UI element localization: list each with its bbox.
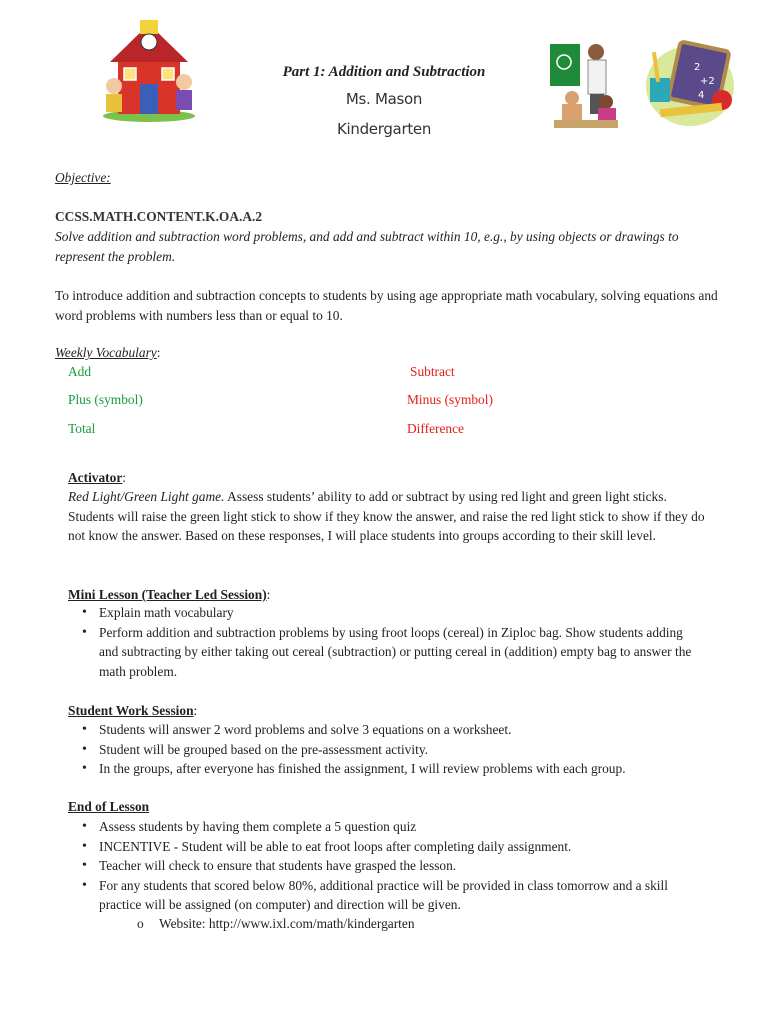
objective-label: Objective:: [55, 170, 111, 185]
end-lesson-heading: End of Lesson: [68, 799, 150, 814]
list-item: • For any students that scored below 80%, additional practice will be provided in class tomorrow and a skill practice will be assigned (on computer) and direction will be given.: [68, 876, 708, 915]
standard-description: Solve addition and subtraction word problems, and add and subtract within 10, e.g., by using objects or drawings to represent the problem.: [55, 229, 679, 264]
activator-label: Activator: [68, 470, 123, 485]
activator-game: Red Light/Green Light game.: [68, 489, 225, 504]
vocabulary-label: Weekly Vocabulary: [55, 345, 157, 360]
teacher-name: Ms. Mason: [345, 90, 423, 108]
vocab-subtract: Subtract: [410, 364, 455, 379]
list-item: • In the groups, after everyone has finished the assignment, I will review problems with each group.: [68, 759, 728, 779]
list-item: • Perform addition and subtraction problems by using froot loops (cereal) in Ziploc bag. Show students adding and subtracting by either taking out cereal (subtraction) or putting cereal in (addition) empty bag to answer the math problem.: [68, 623, 698, 682]
standard-code: CCSS.MATH.CONTENT.K.OA.A.2: [55, 209, 263, 224]
teacher-chalkboard-clipart-icon: [550, 40, 622, 132]
list-item: • INCENTIVE - Student will be able to eat froot loops after completing daily assignment.: [68, 837, 708, 857]
work-session-label: Student Work Session: [68, 703, 194, 718]
activator-colon: :: [122, 470, 127, 485]
work-session-heading: [68, 701, 197, 721]
list-item: • Explain math vocabulary: [68, 603, 698, 623]
mini-lesson-heading: [68, 585, 270, 605]
mini-lesson-list: [68, 603, 698, 681]
website-link[interactable]: o Website: http://www.ixl.com/math/kindergarten: [55, 914, 768, 934]
svg-text:+2: +2: [700, 76, 715, 87]
grade-level: Kindergarten: [336, 120, 432, 138]
vocabulary-colon: :: [156, 345, 161, 360]
mini-lesson-label: Mini Lesson (Teacher Led Session): [68, 587, 267, 602]
list-item: • Student will be grouped based on the pre-assessment activity.: [68, 740, 728, 760]
vocab-plus: Plus (symbol): [68, 392, 143, 407]
activator-heading: [68, 468, 126, 488]
svg-text:4: 4: [698, 90, 705, 101]
school-supplies-clipart-icon: [640, 38, 736, 128]
list-item: • Assess students by having them complete a 5 question quiz: [68, 817, 708, 837]
vocab-add: Add: [68, 364, 92, 379]
objective-intro: To introduce addition and subtraction concepts to students by using age appropriate math vocabulary, solving equations and word problems with numbers less than or equal to 10.: [55, 288, 718, 323]
svg-text:2: 2: [694, 62, 701, 73]
vocab-difference: Difference: [407, 421, 464, 436]
work-session-list: [68, 720, 728, 779]
mini-lesson-colon: :: [266, 587, 271, 602]
vocab-minus: Minus (symbol): [407, 392, 493, 407]
activator-description: Assess students’ ability to add or subtract by using red light and green light sticks. Students will raise the green light stick to show if they know the answer, and raise the red light stick to show if they do not know the answer. Based on these responses, I will place students into groups according to their skill level.: [68, 489, 705, 544]
work-session-colon: :: [193, 703, 198, 718]
end-lesson-list: [68, 817, 708, 915]
list-item: • Teacher will check to ensure that students have grasped the lesson.: [68, 856, 708, 876]
list-item: • Students will answer 2 word problems and solve 3 equations on a worksheet.: [68, 720, 728, 740]
page-title: Part 1: Addition and Subtraction: [282, 64, 486, 80]
vocabulary-heading: [55, 343, 161, 363]
vocab-total: Total: [68, 421, 96, 436]
activator-text: [68, 487, 713, 546]
